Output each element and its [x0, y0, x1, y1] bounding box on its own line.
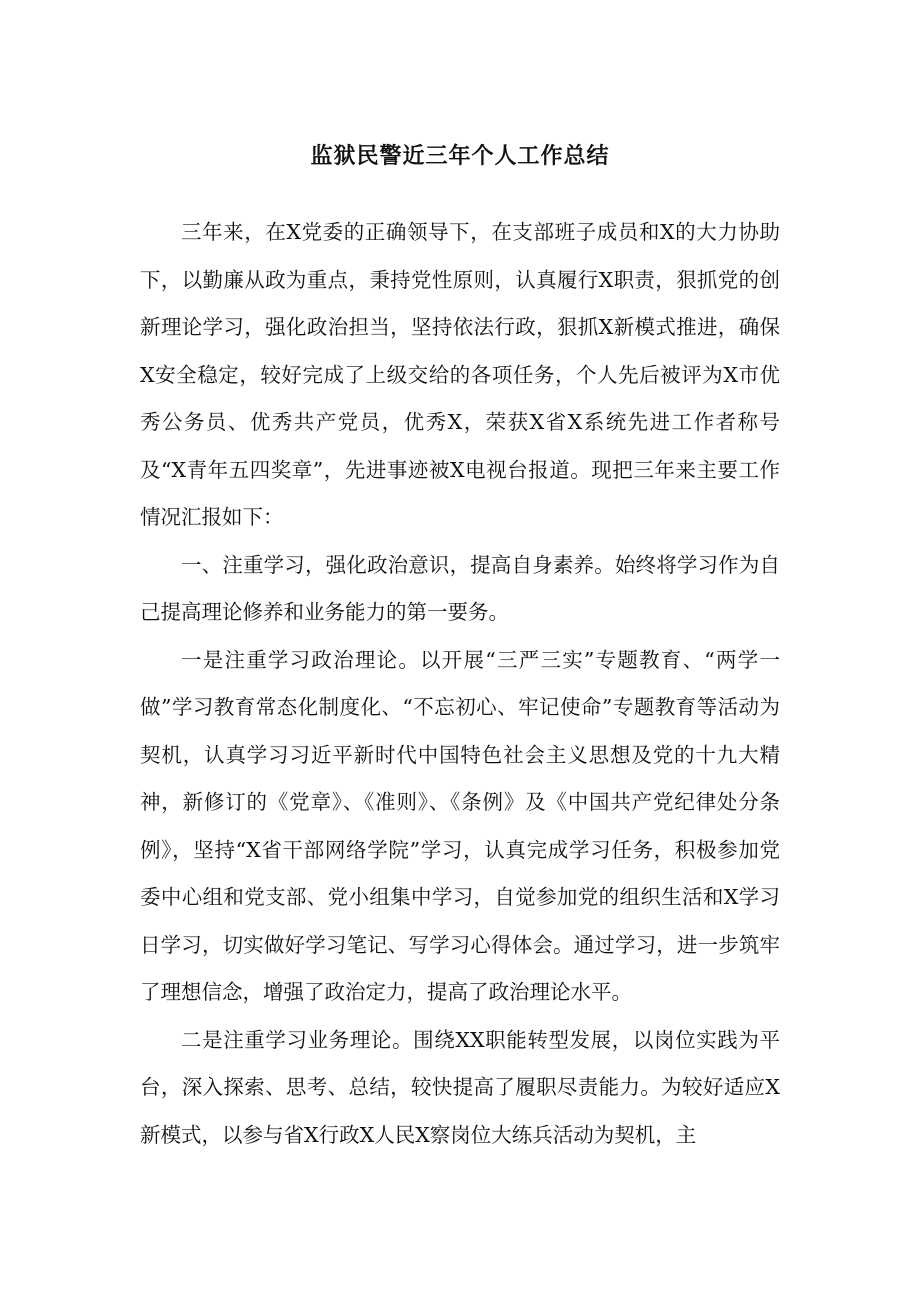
document-body — [140, 209, 780, 1159]
document-title: 监狱民警近三年个人工作总结 — [310, 144, 610, 169]
paragraph-business-theory: 二是注重学习业务理论。围绕XX职能转型发展，以岗位实践为平台，深入探索、思考、总结，较快提高了履职尽责能力。为较好适应X新模式，以参与省X行政X人民X察岗位大练兵活动为契机，主 — [140, 1027, 780, 1147]
paragraph-intro: 三年来，在X党委的正确领导下，在支部班子成员和X的大力协助下，以勤廉从政为重点，秉持党性原则，认真履行X职责，狠抓党的创新理论学习，强化政治担当，坚持依法行政，狠抓X新模式推进，确保X安全稳定，较好完成了上级交给的各项任务，个人先后被评为X市优秀公务员、优秀共产党员，优秀X，荣获X省X系统先进工作者称号及“X青年五四奖章”，先进事迹被X电视台报道。现把三年来主要工作情况汇报如下： — [140, 220, 780, 529]
paragraph-section-one: 一、注重学习，强化政治意识，提高自身素养。始终将学习作为自己提高理论修养和业务能力的第一要务。 — [140, 552, 780, 624]
paragraph-political-theory: 一是注重学习政治理论。以开展“三严三实”专题教育、“两学一做”学习教育常态化制度化、“不忘初心、牢记使命”专题教育等活动为契机，认真学习习近平新时代中国特色社会主义思想及党的十九大精神，新修订的《党章》、《准则》、《条例》及《中国共产党纪律处分条例》，坚持“X省干部网络学院”学习，认真完成学习任务，积极参加党委中心组和党支部、党小组集中学习，自觉参加党的组织生活和X学习日学习，切实做好学习笔记、写学习心得体会。通过学习，进一步筑牢了理想信念，增强了政治定力，提高了政治理论水平。 — [140, 647, 780, 1004]
